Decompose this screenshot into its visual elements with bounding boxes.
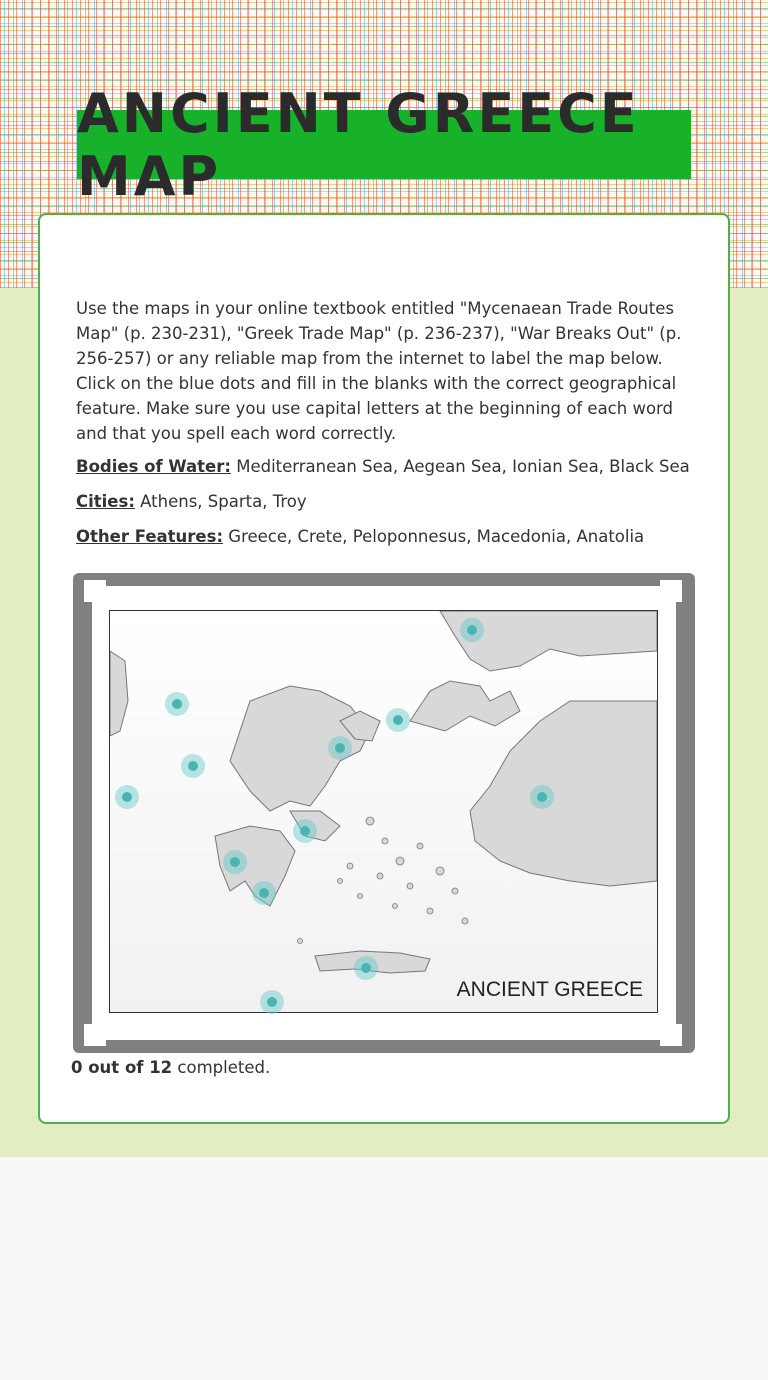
word-bank-cities xyxy=(76,492,307,511)
progress-count: 0 out of 12 xyxy=(71,1058,173,1077)
cities-label: Cities: xyxy=(76,492,135,511)
map-hotspot-dot[interactable] xyxy=(328,736,352,760)
map-label: ANCIENT GREECE xyxy=(456,978,643,1001)
map-hotspot-dot[interactable] xyxy=(115,785,139,809)
map-landmass xyxy=(110,611,657,1012)
map-hotspot-dot[interactable] xyxy=(223,850,247,874)
water-label: Bodies of Water: xyxy=(76,457,231,476)
greece-map xyxy=(109,610,658,1013)
map-hotspot-dot[interactable] xyxy=(386,708,410,732)
word-bank-other xyxy=(76,527,644,546)
word-bank-water xyxy=(76,457,690,476)
map-hotspot-dot[interactable] xyxy=(165,692,189,716)
map-hotspot-dot[interactable] xyxy=(252,881,276,905)
map-hotspot-dot[interactable] xyxy=(530,785,554,809)
page-title: ANCIENT GREECE MAP xyxy=(77,110,691,179)
map-hotspot-dot[interactable] xyxy=(181,754,205,778)
cities-items: Athens, Sparta, Troy xyxy=(134,492,307,511)
map-hotspot-dot[interactable] xyxy=(293,819,317,843)
map-hotspot-dot[interactable] xyxy=(354,956,378,980)
water-items: Mediterranean Sea, Aegean Sea, Ionian Sea, Black Sea xyxy=(230,457,690,476)
other-items: Greece, Crete, Peloponnesus, Macedonia, Anatolia xyxy=(223,527,645,546)
instructions-text: Use the maps in your online textbook entitled "Mycenaean Trade Routes Map" (p. 230-231), "Greek Trade Map" (p. 236-237), "War Breaks Out" (p. 256-257) or any reliable map from the internet to label the map below. Click on the blue dots and fill in the blanks with the correct geographical feature. Make sure you use capital letters at the beginning of each word and that you spell each word correctly. xyxy=(76,299,682,443)
frame-corner xyxy=(84,1024,106,1046)
frame-corner xyxy=(660,1024,682,1046)
map-hotspot-dot[interactable] xyxy=(460,618,484,642)
frame-corner xyxy=(84,580,106,602)
map-hotspot-dot[interactable] xyxy=(260,990,284,1014)
progress-suffix: completed. xyxy=(172,1058,271,1077)
progress-text xyxy=(71,1058,270,1077)
frame-corner xyxy=(660,580,682,602)
other-label: Other Features: xyxy=(76,527,224,546)
